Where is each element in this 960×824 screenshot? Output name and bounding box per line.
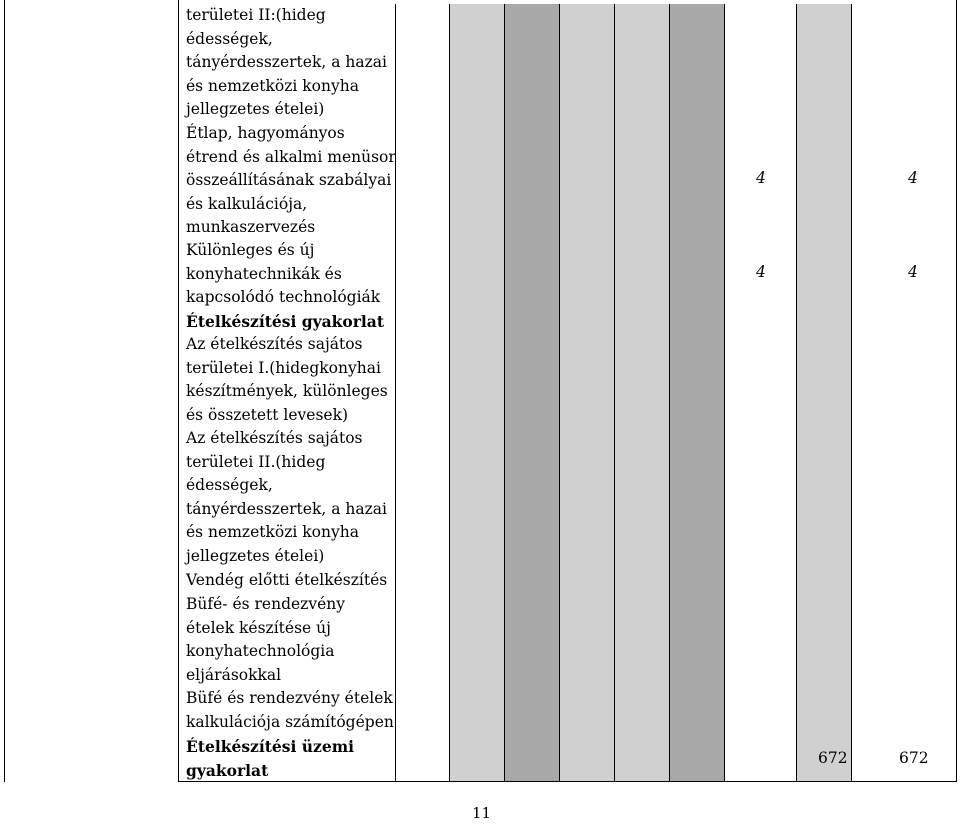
page-number: 11 xyxy=(472,804,492,822)
row-text-bold: Ételkészítési üzemi gyakorlat xyxy=(186,737,354,780)
column-divider xyxy=(504,4,505,782)
shaded-column-5 xyxy=(670,4,724,782)
hours-value-2: 672 xyxy=(899,749,929,767)
shaded-column-6 xyxy=(797,4,851,782)
table-right-border xyxy=(956,0,957,782)
row-text: Vendég előtti ételkészítés xyxy=(186,571,388,589)
column-divider xyxy=(796,4,797,782)
row-text-bold: Ételkészítési gyakorlat xyxy=(186,312,384,331)
row-text: területei II:(hideg édességek, tányérdesszertek, a hazai és nemzetközi konyha jellegzetes ételei) xyxy=(186,6,387,118)
column-divider xyxy=(614,4,615,782)
hours-value-2: 4 xyxy=(908,169,918,187)
column-divider xyxy=(449,4,450,782)
shaded-column-1 xyxy=(450,4,504,782)
column-divider xyxy=(669,4,670,782)
row-text: Az ételkészítés sajátos területei II.(hideg édességek, tányérdesszertek, a hazai és nemzetközi konyha jellegzetes ételei) xyxy=(186,429,387,565)
hours-value-1: 672 xyxy=(818,749,848,767)
shaded-column-3 xyxy=(560,4,614,782)
hours-value-1: 4 xyxy=(756,169,766,187)
column-divider xyxy=(724,4,725,782)
column-divider xyxy=(851,4,852,782)
hours-value-2: 4 xyxy=(908,263,918,281)
outer-left-border xyxy=(4,0,5,782)
column-divider xyxy=(559,4,560,782)
shaded-column-4 xyxy=(615,4,669,782)
row-text: Étlap, hagyományos étrend és alkalmi menüsor összeállításának szabályai és kalkulációja, munkaszervezés xyxy=(186,124,396,236)
row-text: Különleges és új konyhatechnikák és kapcsolódó technológiák xyxy=(186,241,381,306)
table-left-border xyxy=(178,0,179,782)
row-text: Büfé- és rendezvény ételek készítése új konyhatechnológia eljárásokkal xyxy=(186,595,345,684)
row-text: Az ételkészítés sajátos területei I.(hidegkonyhai készítmények, különleges és összetett levesek) xyxy=(186,335,388,424)
hours-value-1: 4 xyxy=(756,263,766,281)
shaded-column-2 xyxy=(505,4,559,782)
row-text: Büfé és rendezvény ételek kalkulációja számítógépen xyxy=(186,689,394,731)
